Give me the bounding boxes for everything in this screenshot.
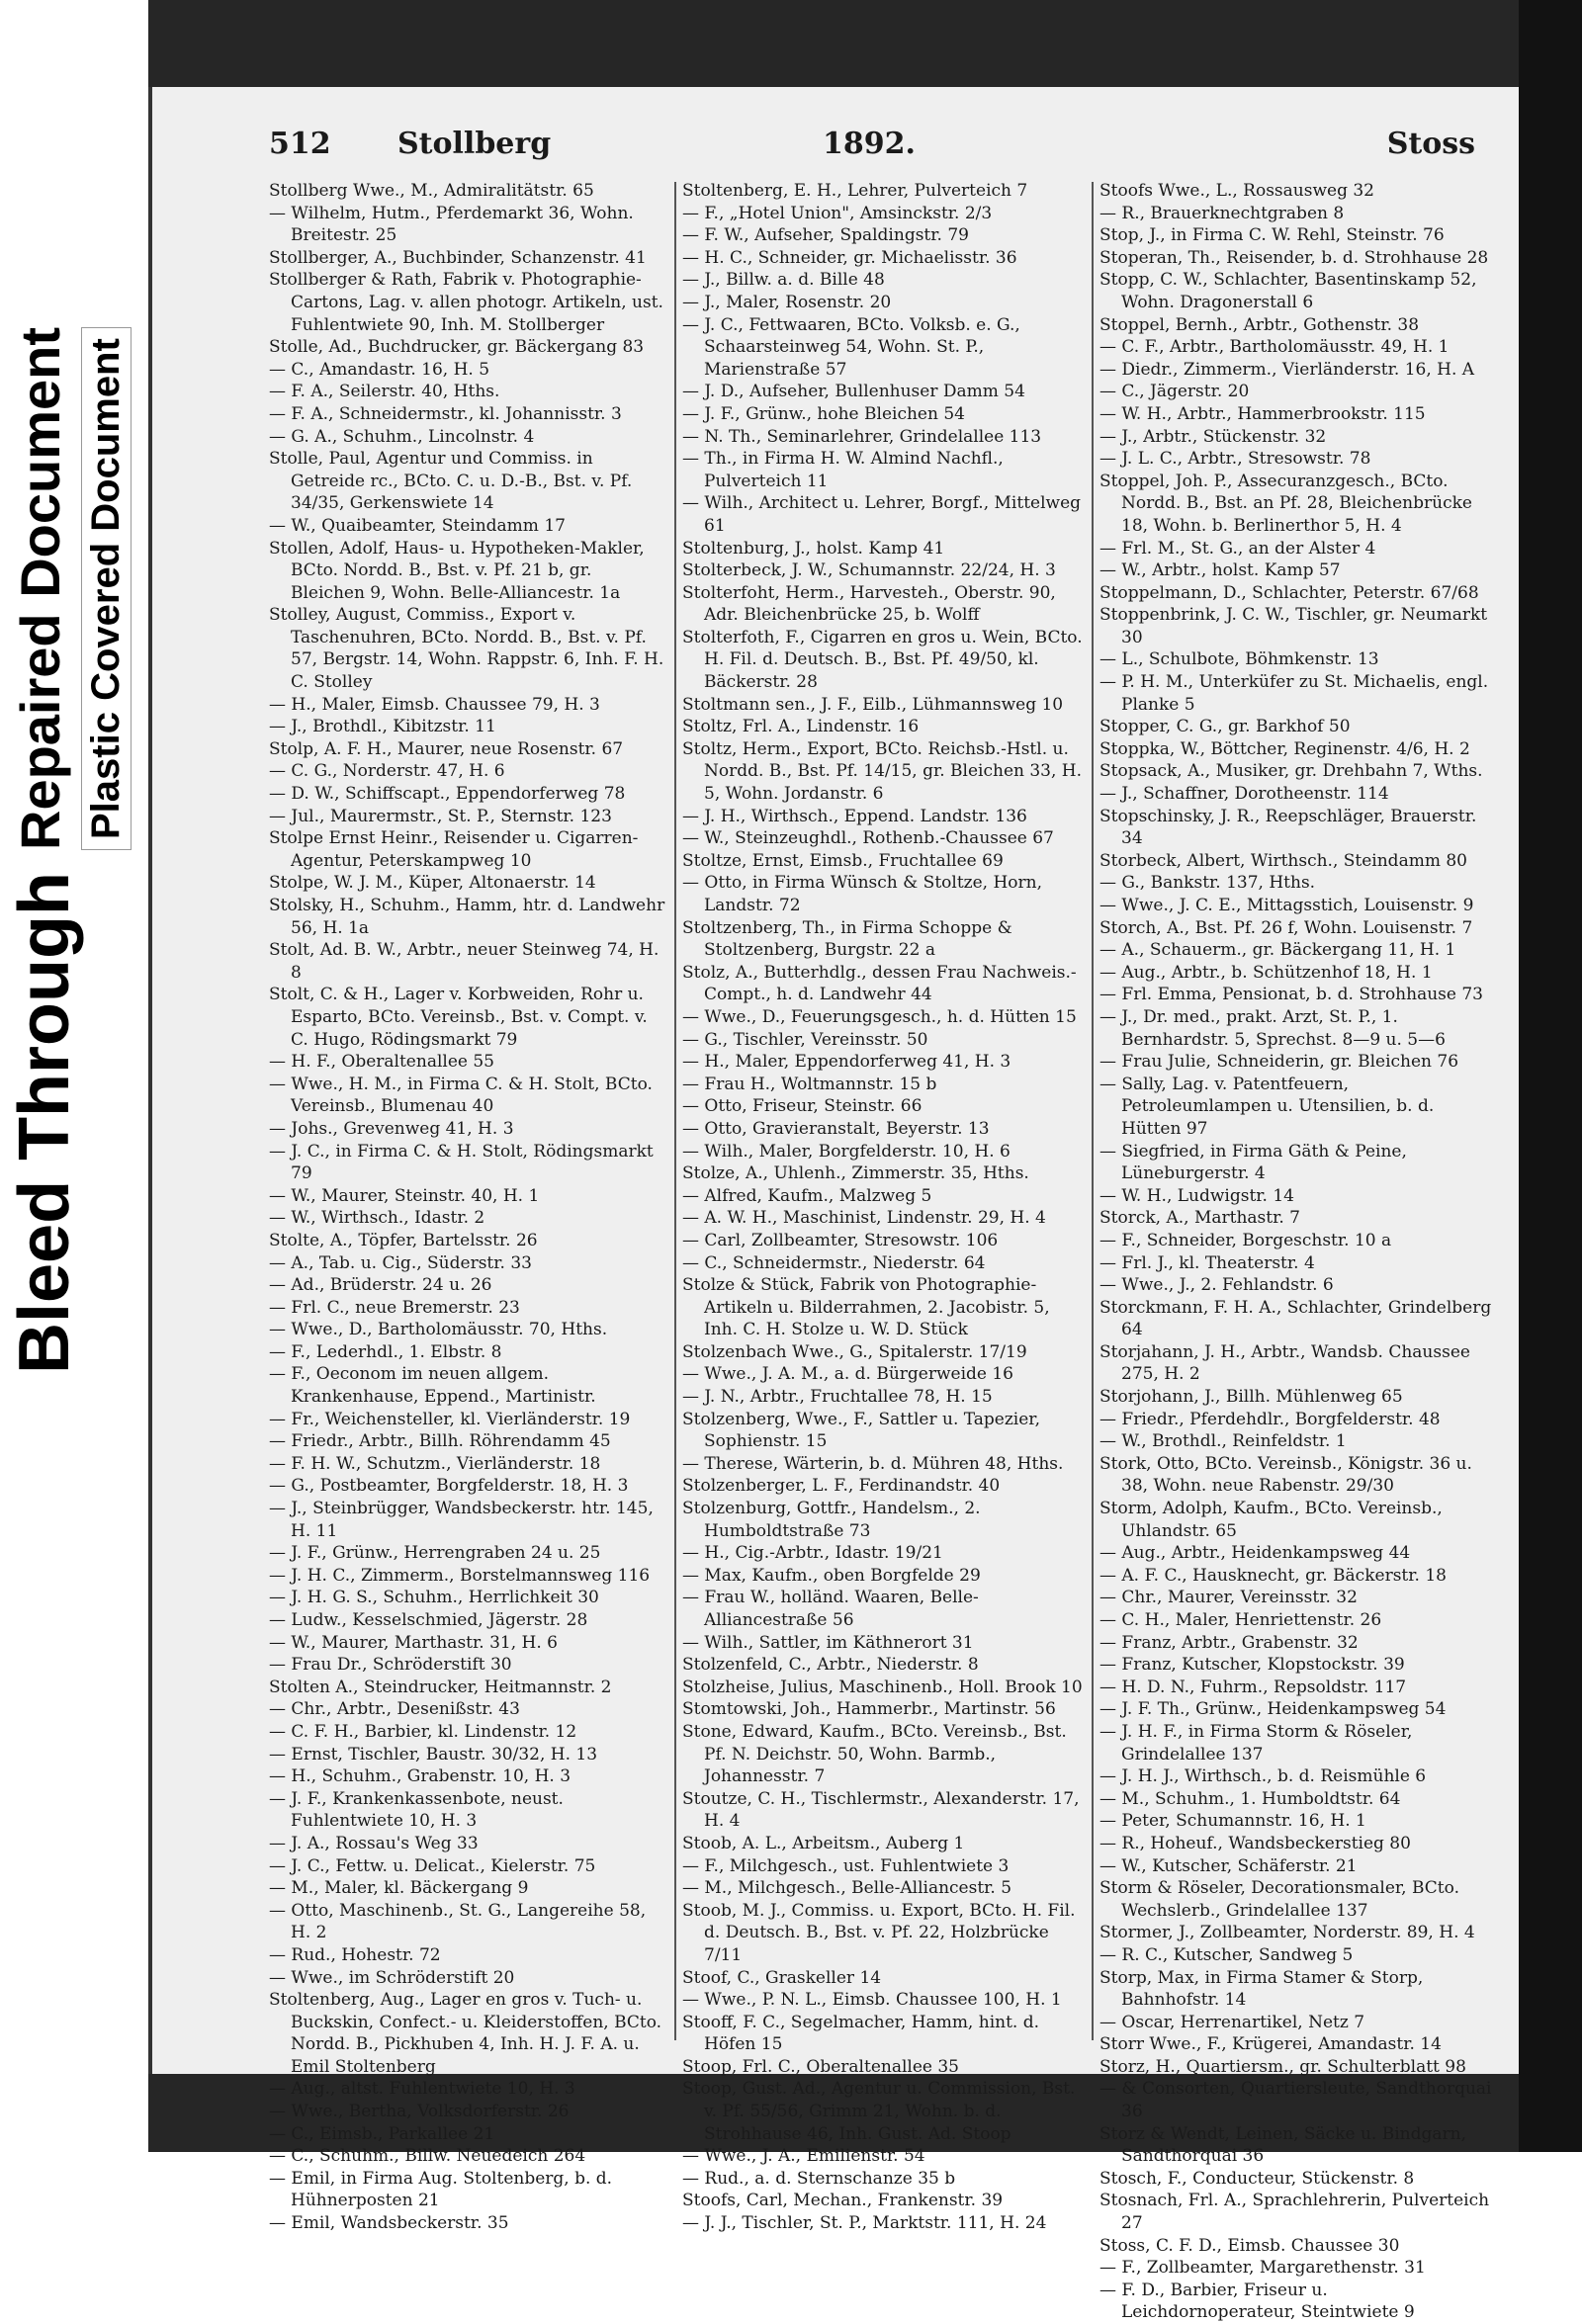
directory-entry: — Johs., Grevenweg 41, H. 3 xyxy=(269,1118,514,1139)
directory-entry: — J. F., Grünw., hohe Bleichen 54 xyxy=(682,403,965,424)
directory-column-1 xyxy=(269,180,669,2235)
directory-entry: — J. F., Grünw., Herrengraben 24 u. 25 xyxy=(269,1543,601,1564)
directory-entry: Storm, Adolph, Kaufm., BCto. Vereinsb., Uhlandstr. 65 xyxy=(1099,1499,1443,1541)
directory-entry: — F. H. W., Schutzm., Vierländerstr. 18 xyxy=(269,1453,601,1474)
directory-entry: — W., Steinzeughdl., Rothenb.-Chaussee 67 xyxy=(682,828,1054,849)
directory-entry: Stolt, Ad. B. W., Arbtr., neuer Steinweg 74, H. 8 xyxy=(269,940,659,983)
directory-entry: — W., Quaibeamter, Steindamm 17 xyxy=(269,515,566,536)
directory-entry: Stolterfoth, F., Cigarren en gros u. Wein, BCto. H. Fil. d. Deutsch. B., Bst. Pf. 49/50, kl. Bäckerstr. 28 xyxy=(682,627,1083,693)
directory-entry: Stooff, F. C., Segelmacher, Hamm, hint. d. Höfen 15 xyxy=(682,2012,1040,2055)
directory-entry: Stolpe, W. J. M., Küper, Altonaerstr. 14 xyxy=(269,873,596,894)
directory-entry: Stollen, Adolf, Haus- u. Hypotheken-Makler, BCto. Nordd. B., Bst. v. Pf. 21 b, gr. Bleichen 9, Wohn. Belle-Alliancestr. 1a xyxy=(269,538,645,603)
directory-entry: — Emil, Wandsbeckerstr. 35 xyxy=(269,2213,509,2234)
directory-entry: — J. N., Arbtr., Fruchtallee 78, H. 15 xyxy=(682,1387,993,1408)
directory-entry: — M., Milchgesch., Belle-Alliancestr. 5 xyxy=(682,1878,1012,1899)
directory-entry: Stolzenbach Wwe., G., Spitalerstr. 17/19 xyxy=(682,1341,1027,1362)
directory-entry: Storjahann, J. H., Arbtr., Wandsb. Chaussee 275, H. 2 xyxy=(1099,1341,1470,1385)
directory-entry: — J. F. Th., Grünw., Heidenkampsweg 54 xyxy=(1099,1699,1447,1720)
column-divider xyxy=(1092,182,1094,2040)
directory-entry: — W., Maurer, Steinstr. 40, H. 1 xyxy=(269,1185,540,1206)
directory-entry: — Aug., Arbtr., Heidenkampsweg 44 xyxy=(1099,1543,1411,1564)
directory-entry: — J. H., Wirthsch., Eppend. Landstr. 136 xyxy=(682,806,1027,826)
directory-entry: — Ernst, Tischler, Baustr. 30/32, H. 13 xyxy=(269,1744,598,1765)
directory-column-3 xyxy=(1099,180,1495,2324)
directory-entry: — Alfred, Kaufm., Malzweg 5 xyxy=(682,1185,932,1206)
directory-entry: — Chr., Maurer, Vereinsstr. 32 xyxy=(1099,1588,1358,1608)
directory-entry: Storz, H., Quartiersm., gr. Schulterblatt 98 xyxy=(1099,2056,1466,2077)
directory-entry: — W., Brothdl., Reinfeldstr. 1 xyxy=(1099,1431,1347,1452)
directory-entry: — A., Tab. u. Cig., Süderstr. 33 xyxy=(269,1252,532,1273)
directory-entry: — H. C., Schneider, gr. Michaelisstr. 36 xyxy=(682,247,1017,268)
directory-entry: — A. F. C., Hausknecht, gr. Bäckerstr. 18 xyxy=(1099,1565,1447,1586)
directory-entry: — Friedr., Arbtr., Billh. Röhrendamm 45 xyxy=(269,1431,611,1452)
directory-entry: — Rud., Hohestr. 72 xyxy=(269,1944,441,1965)
directory-entry: — G., Postbeamter, Borgfelderstr. 18, H. 3 xyxy=(269,1476,629,1497)
directory-entry: Stolle, Paul, Agentur und Commiss. in Getreide rc., BCto. C. u. D.-B., Bst. v. Pf. 34/35, Gerkenswiete 14 xyxy=(269,449,633,514)
directory-entry: — Wwe., im Schröderstift 20 xyxy=(269,1967,515,1988)
directory-entry: — Wwe., J. C. E., Mittagsstich, Louisenstr. 9 xyxy=(1099,896,1474,915)
directory-entry: Stoltz, Frl. A., Lindenstr. 16 xyxy=(682,717,920,737)
directory-entry: — Frl. M., St. G., an der Alster 4 xyxy=(1099,538,1376,559)
directory-entry: — A. W. H., Maschinist, Lindenstr. 29, H. 4 xyxy=(682,1208,1046,1229)
directory-entry: — Wwe., J., 2. Fehlandstr. 6 xyxy=(1099,1275,1334,1296)
directory-entry: — Wilh., Maler, Borgfelderstr. 10, H. 6 xyxy=(682,1141,1011,1162)
directory-entry: Stollberg Wwe., M., Admiralitätstr. 65 xyxy=(269,181,594,201)
directory-entry: — J., Dr. med., prakt. Arzt, St. P., 1. Bernhardstr. 5, Sprechst. 8—9 u. 5—6 xyxy=(1099,1006,1446,1050)
directory-entry: Stopper, C. G., gr. Barkhof 50 xyxy=(1099,717,1351,737)
directory-entry: — Frau Julie, Schneiderin, gr. Bleichen 76 xyxy=(1099,1052,1459,1073)
directory-entry: — & Consorten, Quartiersleute, Sandthorquai 36 xyxy=(1099,2079,1492,2122)
directory-entry: — Carl, Zollbeamter, Stresowstr. 106 xyxy=(682,1230,999,1250)
directory-entry: Stolz, A., Butterhdlg., dessen Frau Nachweis.-Compt., h. d. Landwehr 44 xyxy=(682,962,1077,1005)
directory-entry: Stollberger, A., Buchbinder, Schanzenstr. 41 xyxy=(269,247,647,268)
directory-entry: Stoltz, Herm., Export, BCto. Reichsb.-Hstl. u. Nordd. B., Bst. Pf. 14/15, gr. Bleichen 33, H. 5, Wohn. Jordanstr. 6 xyxy=(682,738,1083,805)
directory-entry: Stomtowski, Joh., Hammerbr., Martinstr. 56 xyxy=(682,1699,1056,1720)
directory-entry: — C. H., Maler, Henriettenstr. 26 xyxy=(1099,1610,1382,1630)
directory-entry: — H., Maler, Eimsb. Chaussee 79, H. 3 xyxy=(269,694,600,715)
directory-entry: — Rud., a. d. Sternschanze 35 b xyxy=(682,2168,956,2189)
directory-entry: Stolterbeck, J. W., Schumannstr. 22/24, H. 3 xyxy=(682,560,1056,581)
directory-entry: — Wilh., Architect u. Lehrer, Borgf., Mittelweg 61 xyxy=(682,493,1082,536)
scan-background xyxy=(148,0,1582,2323)
directory-entry: Stolzenberg, Wwe., F., Sattler u. Tapezier, Sophienstr. 15 xyxy=(682,1409,1040,1452)
directory-entry: Stoltenberg, Aug., Lager en gros v. Tuch- u. Buckskin, Confect.- u. Kleiderstoffen, BCto. Nordd. B., Pickhuben 4, Inh. H. J. F. A. u. Emil Stoltenberg xyxy=(269,1990,662,2077)
directory-entry: — J. D., Aufseher, Bullenhuser Damm 54 xyxy=(682,382,1025,402)
directory-entry: — W., Arbtr., holst. Kamp 57 xyxy=(1099,560,1341,581)
directory-entry: — L., Schulbote, Böhmkenstr. 13 xyxy=(1099,649,1379,670)
directory-entry: Stoof, C., Graskeller 14 xyxy=(682,1967,882,1988)
directory-entry: Stoppenbrink, J. C. W., Tischler, gr. Neumarkt 30 xyxy=(1099,605,1488,647)
directory-entry: Stoutze, C. H., Tischlermstr., Alexanderstr. 17, H. 4 xyxy=(682,1788,1080,1832)
directory-entry: — Wwe., D., Feuerungsgesch., h. d. Hütten 15 xyxy=(682,1006,1077,1027)
directory-entry: — C. G., Norderstr. 47, H. 6 xyxy=(269,761,505,782)
directory-entry: Stoob, A. L., Arbeitsm., Auberg 1 xyxy=(682,1833,965,1853)
directory-entry: — Ad., Brüderstr. 24 u. 26 xyxy=(269,1275,492,1296)
directory-entry: — Siegfried, in Firma Gäth & Peine, Lüneburgerstr. 4 xyxy=(1099,1141,1407,1184)
directory-entry: — J. H. J., Wirthsch., b. d. Reismühle 6 xyxy=(1099,1766,1427,1787)
directory-entry: Stolterfoht, Herm., Harvesteh., Oberstr. 90, Adr. Bleichenbrücke 25, b. Wolff xyxy=(682,582,1056,626)
directory-entry: Stolzheise, Julius, Maschinenb., Holl. Brook 10 xyxy=(682,1677,1083,1697)
directory-entry: Stolt, C. & H., Lager v. Korbweiden, Rohr u. Esparto, BCto. Vereinsb., Bst. v. Compt. v. C. Hugo, Rödingsmarkt 79 xyxy=(269,985,648,1050)
side-labels-panel xyxy=(0,0,148,2152)
directory-entry: — Wwe., J. A. M., a. d. Bürgerweide 16 xyxy=(682,1364,1014,1385)
directory-entry: — Friedr., Pferdehdlr., Borgfelderstr. 48 xyxy=(1099,1409,1441,1429)
directory-entry: Stoppka, W., Böttcher, Reginenstr. 4/6, H. 2 xyxy=(1099,738,1470,759)
directory-entry: — F. A., Schneidermstr., kl. Johannisstr. 3 xyxy=(269,403,622,424)
directory-entry: Stork, Otto, BCto. Vereinsb., Königstr. 36 u. 38, Wohn. neue Rabenstr. 29/30 xyxy=(1099,1453,1472,1497)
directory-entry: Stoss, C. F. D., Eimsb. Chaussee 30 xyxy=(1099,2235,1400,2256)
directory-entry: Stoppel, Bernh., Arbtr., Gothenstr. 38 xyxy=(1099,314,1420,335)
directory-entry: Stoltenburg, J., holst. Kamp 41 xyxy=(682,538,945,559)
directory-entry: Stolpe Ernst Heinr., Reisender u. Cigarren-Agentur, Peterskampweg 10 xyxy=(269,828,639,871)
directory-entry: Stolsky, H., Schuhm., Hamm, htr. d. Landwehr 56, H. 1a xyxy=(269,896,665,938)
directory-entry: Stolten A., Steindrucker, Heitmannstr. 2 xyxy=(269,1677,612,1697)
directory-column-2 xyxy=(682,180,1088,2235)
directory-entry: — J., Schaffner, Dorotheenstr. 114 xyxy=(1099,784,1389,805)
directory-entry: Stolzenberger, L. F., Ferdinandstr. 40 xyxy=(682,1476,1001,1497)
directory-entry: — J. J., Tischler, St. P., Marktstr. 111, H. 24 xyxy=(682,2213,1047,2234)
directory-entry: — Wwe., H. M., in Firma C. & H. Stolt, BCto. Vereinsb., Blumenau 40 xyxy=(269,1074,653,1117)
directory-entry: Stoppelmann, D., Schlachter, Peterstr. 67/68 xyxy=(1099,582,1479,603)
directory-entry: — J. C., in Firma C. & H. Stolt, Rödingsmarkt 79 xyxy=(269,1141,654,1184)
directory-entry: — P. H. M., Unterküfer zu St. Michaelis, engl. Planke 5 xyxy=(1099,672,1489,715)
directory-entry: — F., Milchgesch., ust. Fuhlentwiete 3 xyxy=(682,1855,1010,1876)
directory-entry: Stolze & Stück, Fabrik von Photographie-Artikeln u. Bilderrahmen, 2. Jacobistr. 5, Inh. C. H. Stolze u. W. D. Stück xyxy=(682,1275,1050,1340)
directory-entry: Storckmann, F. H. A., Schlachter, Grindelberg 64 xyxy=(1099,1297,1492,1340)
directory-entry: — H. F., Oberaltenallee 55 xyxy=(269,1052,494,1073)
directory-entry: Stolte, A., Töpfer, Bartelsstr. 26 xyxy=(269,1230,538,1250)
directory-entry: — J., Steinbrügger, Wandsbeckerstr. htr. 145, H. 11 xyxy=(269,1499,654,1541)
directory-entry: — M., Maler, kl. Bäckergang 9 xyxy=(269,1878,529,1899)
directory-entry: — J. C., Fettw. u. Delicat., Kielerstr. 75 xyxy=(269,1855,596,1876)
directory-entry: Storbeck, Albert, Wirthsch., Steindamm 80 xyxy=(1099,850,1467,871)
directory-entry: — Otto, in Firma Wünsch & Stoltze, Horn, Landstr. 72 xyxy=(682,873,1043,915)
directory-entry: Storr Wwe., F., Krügerei, Amandastr. 14 xyxy=(1099,2034,1442,2055)
directory-entry: — C., Jägerstr. 20 xyxy=(1099,382,1250,402)
directory-entry: — W., Wirthsch., Idastr. 2 xyxy=(269,1208,485,1229)
directory-entry: Stoop, Frl. C., Oberaltenallee 35 xyxy=(682,2056,960,2077)
directory-entry: — R. C., Kutscher, Sandweg 5 xyxy=(1099,1944,1354,1965)
directory-entry: — N. Th., Seminarlehrer, Grindelallee 113 xyxy=(682,426,1042,447)
directory-entry: — F. D., Barbier, Friseur u. Leichdornoperateur, Steintwiete 9 xyxy=(1099,2280,1415,2323)
directory-entry: — Fr., Weichensteller, kl. Vierländerstr. 19 xyxy=(269,1409,631,1429)
directory-entry: — H. D. N., Fuhrm., Repsoldstr. 117 xyxy=(1099,1677,1407,1697)
directory-entry: Stosnach, Frl. A., Sprachlehrerin, Pulverteich 27 xyxy=(1099,2191,1490,2234)
directory-entry: — G., Tischler, Vereinsstr. 50 xyxy=(682,1029,928,1050)
directory-entry: — G. A., Schuhm., Lincolnstr. 4 xyxy=(269,426,535,447)
directory-entry: — Otto, Friseur, Steinstr. 66 xyxy=(682,1096,923,1117)
directory-entry: — J. A., Rossau's Weg 33 xyxy=(269,1833,479,1853)
directory-entry: Storjohann, J., Billh. Mühlenweg 65 xyxy=(1099,1387,1403,1408)
directory-entry: Stolze, A., Uhlenh., Zimmerstr. 35, Hths. xyxy=(682,1163,1029,1184)
directory-entry: — Otto, Maschinenb., St. G., Langereihe 58, H. 2 xyxy=(269,1900,647,1943)
scan-edge xyxy=(1519,0,1582,2152)
directory-entry: — Frau Dr., Schröderstift 30 xyxy=(269,1655,512,1676)
directory-entry: — Oscar, Herrenartikel, Netz 7 xyxy=(1099,2012,1365,2032)
directory-entry: Stoofs Wwe., L., Rossausweg 32 xyxy=(1099,181,1374,201)
directory-entry: — C., Schuhm., Billw. Neuedeich 264 xyxy=(269,2146,586,2167)
directory-entry: — J. F., Krankenkassenbote, neust. Fuhlentwiete 10, H. 3 xyxy=(269,1788,564,1832)
directory-entry: Storp, Max, in Firma Stamer & Storp, Bahnhofstr. 14 xyxy=(1099,1967,1424,2011)
directory-entry: — Jul., Maurermstr., St. P., Sternstr. 123 xyxy=(269,806,612,826)
directory-entry: — Franz, Kutscher, Klopstockstr. 39 xyxy=(1099,1655,1405,1676)
directory-entry: — J. C., Fettwaaren, BCto. Volksb. e. G., Schaarsteinweg 54, Wohn. St. P., Marienstraße 57 xyxy=(682,314,1020,380)
directory-entry: — Therese, Wärterin, b. d. Mühren 48, Hths. xyxy=(682,1453,1064,1474)
directory-entry: Stoltenberg, E. H., Lehrer, Pulverteich 7 xyxy=(682,181,1028,201)
directory-entry: — Frl. Emma, Pensionat, b. d. Strohhause 73 xyxy=(1099,985,1483,1005)
directory-entry: — C., Amandastr. 16, H. 5 xyxy=(269,359,490,380)
document-page xyxy=(148,87,1519,2323)
directory-entry: — Peter, Schumannstr. 16, H. 1 xyxy=(1099,1811,1366,1832)
directory-entry: Stolzenburg, Gottfr., Handelsm., 2. Humboldtstraße 73 xyxy=(682,1499,981,1541)
directory-entry: — Wwe., D., Bartholomäusstr. 70, Hths. xyxy=(269,1320,608,1340)
directory-entry: — W., Maurer, Marthastr. 31, H. 6 xyxy=(269,1632,558,1653)
directory-entry: — Frau H., Woltmannstr. 15 b xyxy=(682,1074,937,1094)
directory-entry: Stoltze, Ernst, Eimsb., Fruchtallee 69 xyxy=(682,850,1004,871)
directory-entry: — R., Brauerknechtgraben 8 xyxy=(1099,203,1345,223)
directory-entry: Stop, J., in Firma C. W. Rehl, Steinstr. 76 xyxy=(1099,225,1445,246)
directory-entry: — F. W., Aufseher, Spaldingstr. 79 xyxy=(682,225,969,246)
directory-entry: — D. W., Schiffscapt., Eppendorferweg 78 xyxy=(269,784,626,805)
directory-entry: — Frl. J., kl. Theaterstr. 4 xyxy=(1099,1252,1315,1273)
directory-entry: — C., Eimsb., Parkallee 21 xyxy=(269,2123,495,2144)
directory-entry: — A., Schauerm., gr. Bäckergang 11, H. 1 xyxy=(1099,940,1456,961)
directory-entry: — J., Arbtr., Stückenstr. 32 xyxy=(1099,426,1327,447)
directory-entry: Stoofs, Carl, Mechan., Frankenstr. 39 xyxy=(682,2191,1004,2211)
directory-entry: — F., „Hotel Union", Amsinckstr. 2/3 xyxy=(682,203,993,223)
directory-entry: Stopsack, A., Musiker, gr. Drehbahn 7, Wths. xyxy=(1099,761,1483,782)
directory-entry: — H., Cig.-Arbtr., Idastr. 19/21 xyxy=(682,1543,943,1564)
directory-entry: — J., Brothdl., Kibitzstr. 11 xyxy=(269,717,496,737)
directory-entry: — C. F. H., Barbier, kl. Lindenstr. 12 xyxy=(269,1721,577,1742)
directory-entry: Storck, A., Marthastr. 7 xyxy=(1099,1208,1300,1229)
directory-entry: — W. H., Ludwigstr. 14 xyxy=(1099,1185,1294,1206)
directory-entry: — J. H. C., Zimmerm., Borstelmannsweg 116 xyxy=(269,1565,651,1586)
directory-entry: Stolle, Ad., Buchdrucker, gr. Bäckergang 83 xyxy=(269,337,645,358)
directory-entry: — F., Zollbeamter, Margarethenstr. 31 xyxy=(1099,2258,1426,2279)
directory-entry: — J. H. F., in Firma Storm & Röseler, Grindelallee 137 xyxy=(1099,1721,1413,1765)
directory-entry: — W. H., Arbtr., Hammerbrookstr. 115 xyxy=(1099,403,1426,424)
directory-entry: — Diedr., Zimmerm., Vierländerstr. 16, H. A xyxy=(1099,359,1475,380)
directory-entry: Stolzenfeld, C., Arbtr., Niederstr. 8 xyxy=(682,1655,979,1676)
directory-entry: — J., Maler, Rosenstr. 20 xyxy=(682,292,892,312)
directory-entry: — C. F., Arbtr., Bartholomäusstr. 49, H. 1 xyxy=(1099,337,1450,358)
directory-entry: — C., Schneidermstr., Niederstr. 64 xyxy=(682,1252,986,1273)
directory-entry: Stopp, C. W., Schlachter, Basentinskamp 52, Wohn. Dragonerstall 6 xyxy=(1099,270,1477,312)
directory-entry: — G., Bankstr. 137, Hths. xyxy=(1099,873,1316,894)
directory-entry: — Franz, Arbtr., Grabenstr. 32 xyxy=(1099,1632,1359,1653)
bleed-through-label: Bleed Through xyxy=(5,872,84,1374)
page-number: 512 xyxy=(269,127,331,161)
directory-entry: Stoppel, Joh. P., Assecuranzgesch., BCto. Nordd. B., Bst. an Pf. 28, Bleichenbrücke 18, Wohn. b. Berlinerthor 5, H. 4 xyxy=(1099,471,1472,536)
repaired-document-label: Repaired Document xyxy=(9,327,71,850)
directory-entry: Stoob, M. J., Commiss. u. Export, BCto. H. Fil. d. Deutsch. B., Bst. v. Pf. 22, Holzbrücke 7/11 xyxy=(682,1900,1076,1965)
plastic-covered-label: Plastic Covered Document xyxy=(81,327,132,850)
directory-entry: — J. L. C., Arbtr., Stresowstr. 78 xyxy=(1099,449,1371,470)
directory-entry: — J., Billw. a. d. Bille 48 xyxy=(682,270,885,291)
column-divider xyxy=(674,182,676,2040)
directory-entry: — Wwe., Bertha, Volksdorferstr. 26 xyxy=(269,2102,570,2122)
directory-entry: — R., Hoheuf., Wandsbeckerstieg 80 xyxy=(1099,1833,1411,1853)
directory-entry: Stoop, Gust. Ad., Agentur u. Commission, Bst. v. Pf. 55/56, Grimm 21, Wohn. b. d. Strohhause 46, Inh. Gust. Ad. Stoop xyxy=(682,2079,1076,2144)
directory-entry: Stolley, August, Commiss., Export v. Taschenuhren, BCto. Nordd. B., Bst. v. Pf. 57, Bergstr. 14, Wohn. Rappstr. 6, Inh. F. H. C. Stolley xyxy=(269,605,664,693)
directory-entry: — F. A., Seilerstr. 40, Hths. xyxy=(269,382,500,402)
directory-entry: — Emil, in Firma Aug. Stoltenberg, b. d. Hühnerposten 21 xyxy=(269,2168,613,2211)
directory-entry: Stoltzenberg, Th., in Firma Schoppe & Stoltzenberg, Burgstr. 22 a xyxy=(682,917,1012,961)
directory-entry: — Chr., Arbtr., Desenißstr. 43 xyxy=(269,1699,520,1720)
directory-entry: Stopschinsky, J. R., Reepschläger, Brauerstr. 34 xyxy=(1099,806,1477,849)
directory-entry: — Wilhelm, Hutm., Pferdemarkt 36, Wohn. Breitestr. 25 xyxy=(269,203,634,246)
directory-entry: Stone, Edward, Kaufm., BCto. Vereinsb., Bst. Pf. N. Deichstr. 50, Wohn. Barmb., Johannesstr. 7 xyxy=(682,1721,1067,1787)
directory-entry: Stoperan, Th., Reisender, b. d. Strohhause 28 xyxy=(1099,247,1489,268)
directory-entry: Stoltmann sen., J. F., Eilb., Lühmannsweg 10 xyxy=(682,694,1064,715)
directory-entry: Stosch, F., Conducteur, Stückenstr. 8 xyxy=(1099,2168,1415,2189)
directory-entry: — Wwe., J. A., Emilienstr. 54 xyxy=(682,2146,925,2167)
directory-entry: — Max, Kaufm., oben Borgfelde 29 xyxy=(682,1565,981,1586)
directory-entry: — Otto, Gravieranstalt, Beyerstr. 13 xyxy=(682,1118,990,1139)
directory-entry: — Aug., Arbtr., b. Schützenhof 18, H. 1 xyxy=(1099,962,1433,983)
directory-entry: — Frau W., holländ. Waaren, Belle-Alliancestraße 56 xyxy=(682,1588,979,1630)
directory-entry: — Frl. C., neue Bremerstr. 23 xyxy=(269,1297,520,1318)
directory-entry: Storm & Röseler, Decorationsmaler, BCto. Wechslerb., Grindelallee 137 xyxy=(1099,1878,1459,1921)
directory-entry: — F., Schneider, Borgeschstr. 10 a xyxy=(1099,1230,1392,1250)
page-header xyxy=(269,127,1475,172)
directory-entry: — F., Lederhdl., 1. Elbstr. 8 xyxy=(269,1341,502,1362)
header-right-keyword: Stoss xyxy=(1386,127,1475,161)
directory-entry: Stolp, A. F. H., Maurer, neue Rosenstr. 67 xyxy=(269,738,624,759)
directory-entry: — Sally, Lag. v. Patentfeuern, Petroleumlampen u. Utensilien, b. d. Hütten 97 xyxy=(1099,1074,1435,1139)
directory-entry: — J. H. G. S., Schuhm., Herrlichkeit 30 xyxy=(269,1588,599,1608)
header-left-keyword: Stollberg xyxy=(397,127,552,161)
header-year: 1892. xyxy=(823,127,916,161)
directory-entry: — M., Schuhm., 1. Humboldtstr. 64 xyxy=(1099,1788,1401,1809)
directory-entry: — H., Schuhm., Grabenstr. 10, H. 3 xyxy=(269,1766,571,1787)
directory-entry: Storch, A., Bst. Pf. 26 f, Wohn. Louisenstr. 7 xyxy=(1099,917,1473,938)
directory-entry: Stollberger & Rath, Fabrik v. Photographie-Cartons, Lag. v. allen photogr. Artikeln, ust. Fuhlentwiete 90, Inh. M. Stollberger xyxy=(269,270,663,335)
directory-entry: — Wilh., Sattler, im Käthnerort 31 xyxy=(682,1632,974,1653)
directory-entry: — Ludw., Kesselschmied, Jägerstr. 28 xyxy=(269,1610,588,1630)
directory-entry: Stormer, J., Zollbeamter, Norderstr. 89, H. 4 xyxy=(1099,1923,1475,1943)
directory-entry: — H., Maler, Eppendorferweg 41, H. 3 xyxy=(682,1052,1011,1073)
directory-entry: — Aug., altst. Fuhlentwiete 10, H. 3 xyxy=(269,2079,575,2100)
directory-entry: — Wwe., P. N. L., Eimsb. Chaussee 100, H. 1 xyxy=(682,1990,1062,2011)
directory-entry: — W., Kutscher, Schäferstr. 21 xyxy=(1099,1855,1358,1876)
directory-entry: — F., Oeconom im neuen allgem. Krankenhause, Eppend., Martinistr. xyxy=(269,1364,596,1408)
directory-entry: — Th., in Firma H. W. Almind Nachfl., Pulverteich 11 xyxy=(682,449,1004,491)
directory-entry: Storz & Wendt, Leinen, Säcke u. Bindgarn, Sandthorquai 36 xyxy=(1099,2123,1466,2167)
